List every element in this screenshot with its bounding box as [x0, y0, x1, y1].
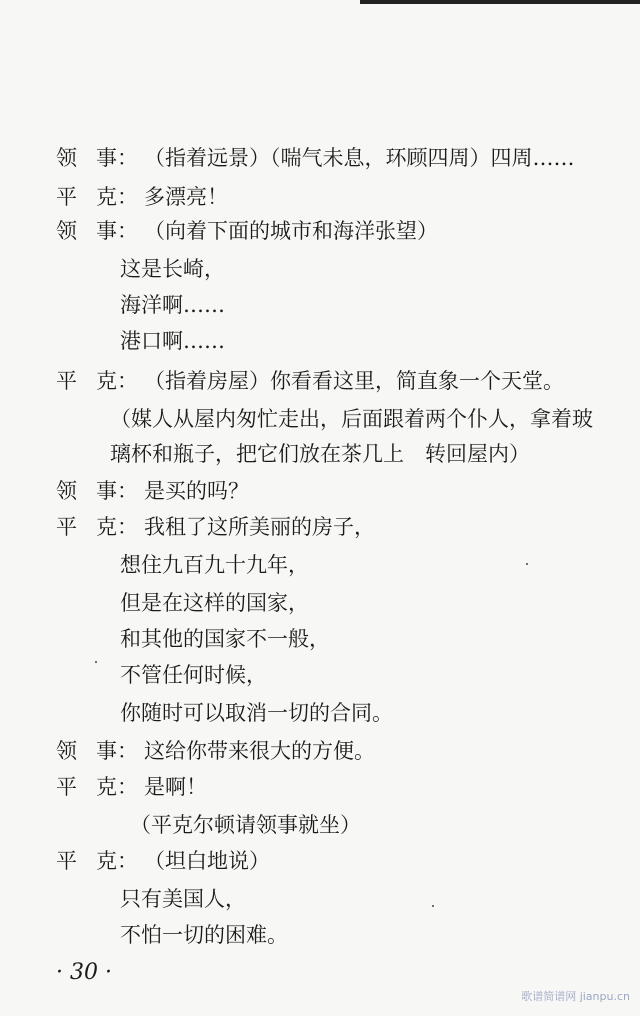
- line-text: 但是在这样的国家，: [120, 591, 309, 615]
- line-text: 是买的吗？: [144, 479, 249, 503]
- continuation-line: [120, 292, 225, 318]
- watermark: 歌谱简谱网 jianpu.cn: [521, 990, 630, 1003]
- line-text: 和其他的国家不一般，: [120, 627, 330, 651]
- speaker-char: 领: [56, 146, 77, 170]
- dialogue-line: [56, 774, 207, 800]
- line-text: 我租了这所美丽的房子，: [144, 515, 375, 539]
- dialogue-line: [56, 218, 438, 244]
- line-text: （指着房屋）你看看这里，简直象一个天堂。: [144, 369, 564, 393]
- speaker-char: 克: [96, 185, 117, 209]
- continuation-line: [120, 590, 309, 616]
- line-text: 是啊！: [144, 775, 207, 799]
- speaker-colon: ：: [117, 479, 138, 503]
- speaker-name: [56, 848, 144, 874]
- speaker-char: 领: [56, 739, 77, 763]
- speaker-char: 事: [96, 219, 117, 243]
- dialogue-line: [56, 184, 228, 210]
- line-text: （指着远景）（喘气未息，环顾四周）四周……: [144, 146, 575, 170]
- line-text: 这给你带来很大的方便。: [144, 739, 375, 763]
- continuation-line: [130, 812, 361, 838]
- speaker-char: 事: [96, 739, 117, 763]
- speaker-char: 领: [56, 219, 77, 243]
- dialogue-line: [56, 145, 575, 171]
- continuation-line: [120, 328, 225, 354]
- speaker-colon: ：: [117, 185, 138, 209]
- speaker-colon: ：: [117, 739, 138, 763]
- line-text: （平克尔顿请领事就坐）: [130, 813, 361, 837]
- speaker-name: [56, 738, 144, 764]
- speaker-colon: ：: [117, 775, 138, 799]
- speaker-colon: ：: [117, 219, 138, 243]
- continuation-line: [110, 406, 593, 432]
- speaker-char: 平: [56, 515, 77, 539]
- speaker-char: 平: [56, 775, 77, 799]
- continuation-line: [120, 552, 309, 578]
- speck: [95, 661, 97, 663]
- speaker-colon: ：: [117, 515, 138, 539]
- speaker-name: [56, 478, 144, 504]
- dialogue-line: [56, 368, 564, 394]
- speaker-char: 平: [56, 849, 77, 873]
- speaker-char: 克: [96, 369, 117, 393]
- speaker-char: 事: [96, 479, 117, 503]
- speaker-name: [56, 368, 144, 394]
- continuation-line: [120, 626, 330, 652]
- continuation-line: [120, 922, 288, 948]
- speaker-name: [56, 774, 144, 800]
- speaker-char: 克: [96, 515, 117, 539]
- speaker-name: [56, 145, 144, 171]
- speaker-char: 领: [56, 479, 77, 503]
- speaker-char: 克: [96, 849, 117, 873]
- speaker-char: 事: [96, 146, 117, 170]
- speaker-char: 克: [96, 775, 117, 799]
- continuation-line: [120, 700, 393, 726]
- line-text: 璃杯和瓶子，把它们放在茶几上 转回屋内）: [110, 442, 530, 466]
- line-text: 不管任何时候，: [120, 663, 267, 687]
- speck: [432, 905, 434, 907]
- line-text: 港口啊……: [120, 329, 225, 353]
- speaker-char: 平: [56, 185, 77, 209]
- speaker-name: [56, 184, 144, 210]
- dialogue-line: [56, 514, 375, 540]
- line-text: 想住九百九十九年，: [120, 553, 309, 577]
- page-number: · 30 ·: [56, 960, 112, 985]
- line-text: 海洋啊……: [120, 293, 225, 317]
- speaker-colon: ：: [117, 146, 138, 170]
- continuation-line: [120, 886, 246, 912]
- speck: [526, 563, 528, 565]
- continuation-line: [120, 256, 225, 282]
- line-text: 你随时可以取消一切的合同。: [120, 701, 393, 725]
- dialogue-line: [56, 848, 270, 874]
- continuation-line: [110, 441, 530, 467]
- speaker-colon: ：: [117, 849, 138, 873]
- top-rule: [360, 0, 640, 4]
- line-text: 不怕一切的困难。: [120, 923, 288, 947]
- line-text: （媒人从屋内匆忙走出，后面跟着两个仆人，拿着玻: [110, 407, 593, 431]
- speaker-colon: ：: [117, 369, 138, 393]
- line-text: 只有美国人，: [120, 887, 246, 911]
- dialogue-line: [56, 478, 249, 504]
- speaker-name: [56, 514, 144, 540]
- line-text: （向着下面的城市和海洋张望）: [144, 219, 438, 243]
- dialogue-line: [56, 738, 375, 764]
- line-text: 这是长崎，: [120, 257, 225, 281]
- line-text: 多漂亮！: [144, 185, 228, 209]
- speaker-name: [56, 218, 144, 244]
- speaker-char: 平: [56, 369, 77, 393]
- continuation-line: [120, 662, 267, 688]
- line-text: （坦白地说）: [144, 849, 270, 873]
